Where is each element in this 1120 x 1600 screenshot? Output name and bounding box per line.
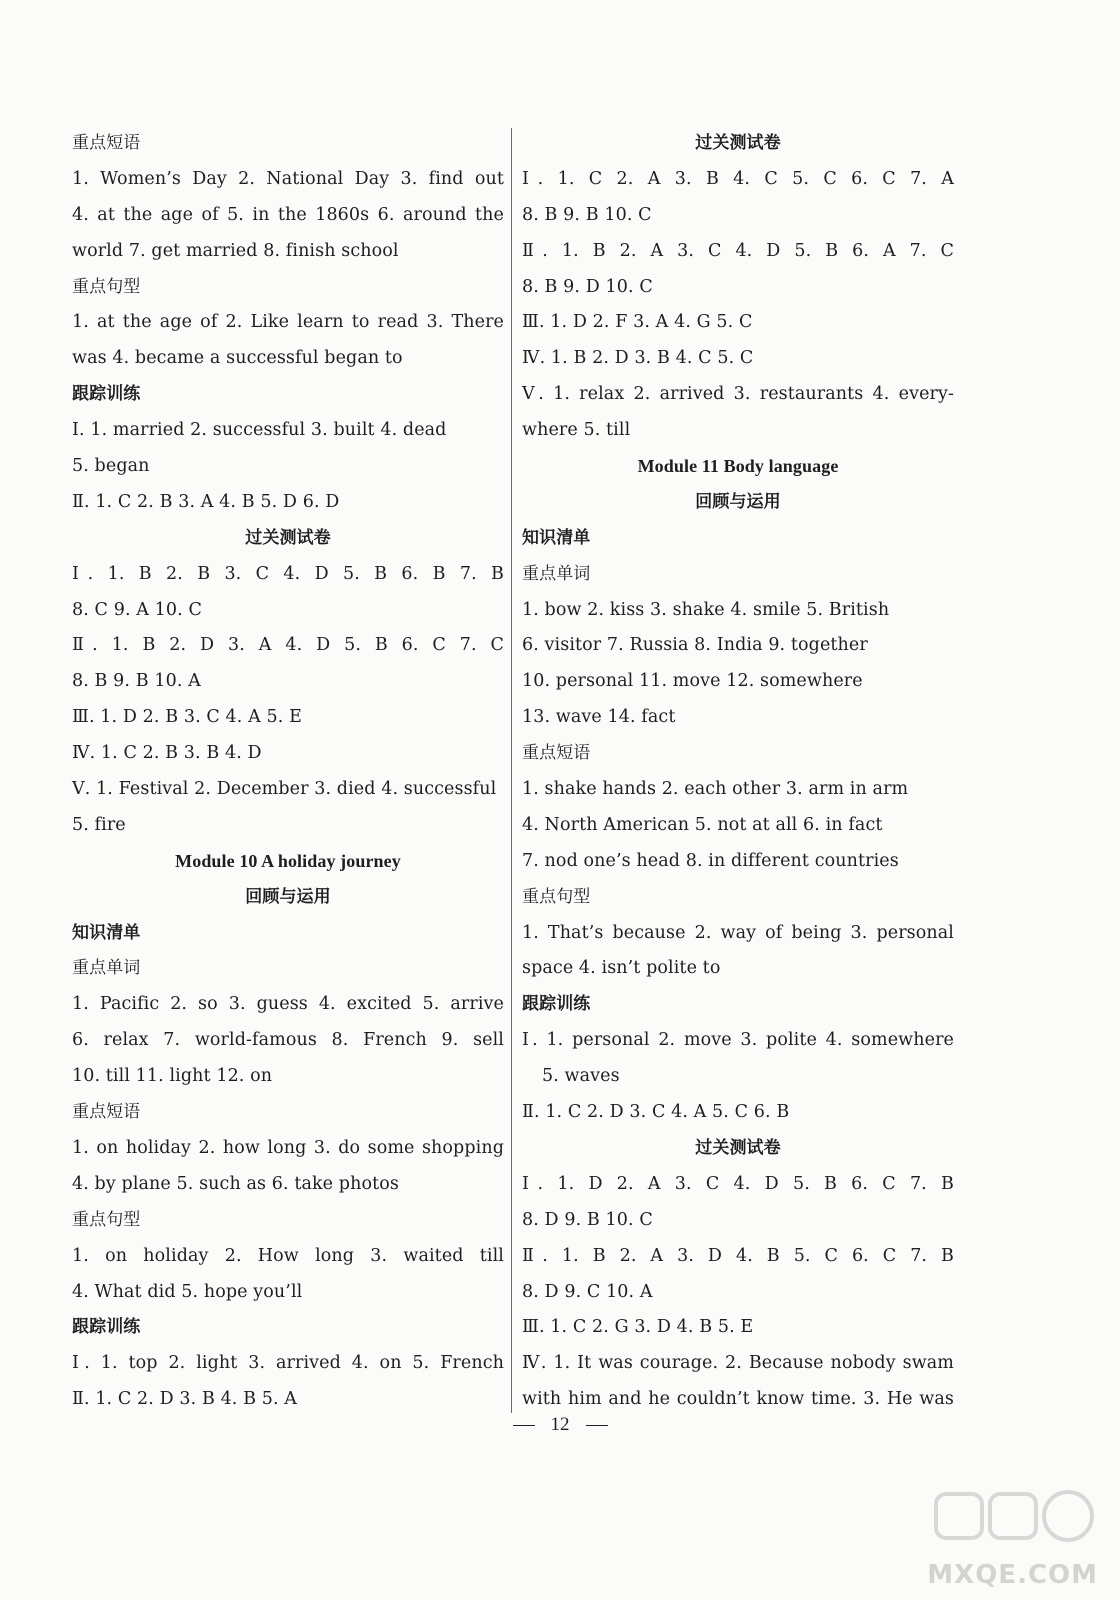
answer-line: Ⅰ. 1. married 2. successful 3. built 4. dead: [72, 420, 447, 441]
section-heading: 跟踪训练: [522, 994, 591, 1015]
section-heading: 知识清单: [522, 527, 591, 548]
answer-line: 10. till 11. light 12. on: [72, 1066, 273, 1087]
answer-line: Ⅱ. 1. C 2. D 3. B 4. B 5. A: [72, 1389, 298, 1410]
module-title: Module 10 A holiday journey: [175, 850, 401, 871]
answer-line: Ⅱ. 1. B 2. D 3. A 4. D 5. B 6. C 7. C: [72, 635, 504, 656]
left-column: [72, 126, 504, 1418]
answer-line: Ⅲ. 1. C 2. G 3. D 4. B 5. E: [522, 1317, 754, 1338]
answer-line: Ⅱ. 1. C 2. B 3. A 4. B 5. D 6. D: [72, 491, 340, 512]
section-heading: 重点句型: [72, 1209, 141, 1230]
answer-line: Ⅳ. 1. B 2. D 3. B 4. C 5. C: [522, 348, 754, 369]
answer-line: with him and he couldn’t know time. 3. He was: [522, 1389, 954, 1410]
answer-line: Ⅰ. 1. top 2. light 3. arrived 4. on 5. French: [72, 1353, 504, 1374]
answer-line: Ⅱ. 1. C 2. D 3. C 4. A 5. C 6. B: [522, 1102, 790, 1123]
subheading: 过关测试卷: [695, 133, 781, 153]
answer-line: 4. at the age of 5. in the 1860s 6. around the: [72, 204, 504, 225]
answer-line: 1. on holiday 2. how long 3. do some shopping: [72, 1137, 504, 1158]
answer-line: Ⅳ. 1. It was courage. 2. Because nobody swam: [522, 1353, 954, 1374]
answer-line: 4. North American 5. not at all 6. in fact: [522, 814, 883, 835]
answer-line: was 4. became a successful began to: [72, 348, 403, 369]
answer-line: Ⅲ. 1. D 2. F 3. A 4. G 5. C: [522, 312, 753, 333]
answer-line: 5. waves: [542, 1066, 620, 1087]
subheading: 过关测试卷: [245, 527, 331, 548]
section-heading: 重点短语: [72, 133, 141, 153]
footer-dash-right: [586, 1425, 608, 1426]
answer-line: world 7. get married 8. finish school: [72, 240, 399, 261]
answer-line: Ⅰ. 1. personal 2. move 3. polite 4. somewhere: [522, 1030, 954, 1051]
answer-line: 1. That’s because 2. way of being 3. personal: [522, 922, 954, 943]
answer-line: 8. B 9. B 10. C: [522, 204, 652, 225]
section-heading: 重点短语: [72, 1102, 141, 1123]
answer-line: 4. by plane 5. such as 6. take photos: [72, 1173, 399, 1194]
answer-line: 4. What did 5. hope you’ll: [72, 1281, 303, 1302]
answer-line: 7. nod one’s head 8. in different countries: [522, 850, 899, 871]
section-heading: 重点句型: [522, 886, 591, 907]
answer-line: Ⅴ. 1. Festival 2. December 3. died 4. successful: [72, 779, 497, 800]
answer-line: 8. D 9. B 10. C: [522, 1209, 653, 1230]
answer-line: 8. D 9. C 10. A: [522, 1281, 653, 1302]
right-column: [522, 126, 954, 1418]
section-heading: 重点单词: [72, 958, 141, 979]
watermark-logo: [928, 1488, 1098, 1596]
subheading: 过关测试卷: [695, 1137, 781, 1158]
answer-line: Ⅳ. 1. C 2. B 3. B 4. D: [72, 743, 262, 764]
section-heading: 跟踪训练: [72, 1317, 141, 1338]
answer-line: Ⅰ. 1. D 2. A 3. C 4. D 5. B 6. C 7. B: [522, 1173, 954, 1194]
answer-line: Ⅰ. 1. C 2. A 3. B 4. C 5. C 6. C 7. A: [522, 168, 954, 189]
page-number: 12: [550, 1414, 570, 1435]
answer-line: 8. B 9. B 10. A: [72, 671, 201, 692]
answer-line: Ⅱ. 1. B 2. A 3. D 4. B 5. C 6. C 7. B: [522, 1245, 954, 1266]
page-footer: [0, 1414, 1120, 1436]
section-heading: 重点单词: [522, 563, 591, 584]
answer-line: 6. relax 7. world-famous 8. French 9. sell: [72, 1030, 504, 1051]
answer-line: Ⅱ. 1. B 2. A 3. C 4. D 5. B 6. A 7. C: [522, 240, 954, 261]
answer-line: 13. wave 14. fact: [522, 707, 676, 728]
watermark-text: MXQE.COM: [927, 1560, 1098, 1590]
section-heading: 知识清单: [72, 922, 141, 943]
footer-dash-left: [513, 1425, 535, 1426]
section-heading: 重点句型: [72, 276, 141, 297]
answer-line: 1. at the age of 2. Like learn to read 3. There: [72, 312, 504, 333]
answer-line: 8. B 9. D 10. C: [522, 276, 653, 297]
answer-line: space 4. isn’t polite to: [522, 958, 721, 979]
column-divider: [511, 128, 512, 1413]
answer-line: Ⅴ. 1. relax 2. arrived 3. restaurants 4. every-: [522, 384, 954, 405]
answer-line: 5. fire: [72, 814, 126, 835]
module-title: Module 11 Body language: [637, 456, 839, 477]
answer-line: 6. visitor 7. Russia 8. India 9. together: [522, 635, 868, 656]
answer-line: 1. bow 2. kiss 3. shake 4. smile 5. British: [522, 599, 890, 620]
answer-line: where 5. till: [522, 420, 631, 441]
watermark-seal-icon: [928, 1488, 1098, 1568]
section-heading: 跟踪训练: [72, 384, 141, 405]
answer-line: 1. on holiday 2. How long 3. waited till: [72, 1245, 504, 1266]
answer-line: 1. shake hands 2. each other 3. arm in arm: [522, 779, 909, 800]
answer-line: 10. personal 11. move 12. somewhere: [522, 671, 863, 692]
answer-line: Ⅰ. 1. B 2. B 3. C 4. D 5. B 6. B 7. B: [72, 563, 504, 584]
answer-line: 1. Pacific 2. so 3. guess 4. excited 5. arrive: [72, 994, 504, 1015]
answer-line: Ⅲ. 1. D 2. B 3. C 4. A 5. E: [72, 707, 302, 728]
subheading: 回顾与运用: [245, 886, 331, 907]
answer-line: 1. Women’s Day 2. National Day 3. find out: [72, 168, 504, 189]
subheading: 回顾与运用: [695, 491, 781, 512]
section-heading: 重点短语: [522, 743, 591, 764]
answer-line: 8. C 9. A 10. C: [72, 599, 202, 620]
answer-line: 5. began: [72, 456, 150, 477]
